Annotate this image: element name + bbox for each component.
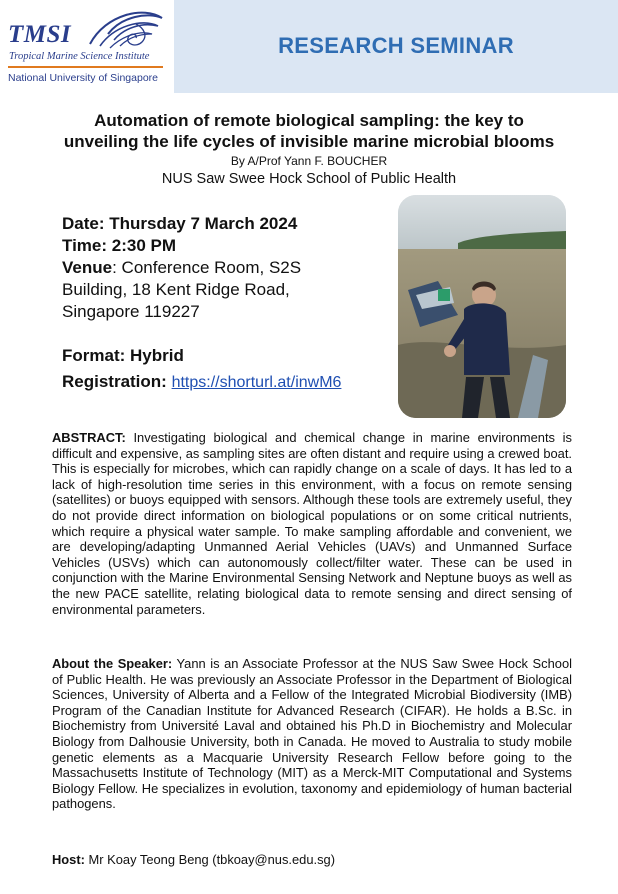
venue-row: [62, 257, 392, 279]
time-label: Time:: [62, 236, 108, 255]
host-label: Host:: [52, 852, 85, 867]
speaker-byline: By A/Prof Yann F. BOUCHER: [230, 154, 388, 168]
logo-divider: [8, 66, 163, 68]
venue-label: Venue: [62, 258, 113, 277]
abstract-label: ABSTRACT:: [52, 430, 126, 445]
venue-line-3: Singapore 119227: [62, 302, 200, 321]
abstract-section: [52, 430, 572, 617]
host-row: [52, 852, 335, 867]
about-speaker-label: About the Speaker:: [52, 656, 173, 671]
banner-title: RESEARCH SEMINAR: [278, 33, 514, 58]
speaker-affiliation: NUS Saw Swee Hock School of Public Health: [161, 171, 457, 187]
date-label: Date:: [62, 214, 105, 233]
format-row: [62, 346, 184, 366]
logo-university-name: National University of Singapore: [8, 72, 158, 84]
venue-line-2: Building, 18 Kent Ridge Road,: [62, 280, 290, 299]
registration-link[interactable]: https://shorturl.at/inwM6: [171, 374, 342, 391]
shell-swirl-icon: [86, 4, 168, 56]
abstract-text: Investigating biological and chemical change in marine environments is difficult and expensive, as sampling sites are often distant and require using a crewed boat. This is especially for microbes, which can rapidly change on a scale of days. It has led to a lack of high-resolution time series in this environment, with a focus on remote sensing (satellites) or buoys equipped with sensors. Although these tools are extremely useful, they do not provide direct information on biological populations or on some critical nutrients, which require a physical water sample. To make sampling affordable and convenient, we are developing/adapting Unmanned Aerial Vehicles (UAVs) and Unmanned Surface Vehicles (USVs) which can autonomously collect/filter water. These can be used in conjunction with the Marine Environmental Sensing Network and Neptune buoys as well as the new PACE satellite, relating biological data to remote sensing and direct sensing of environmental parameters.: [52, 430, 572, 617]
about-speaker-section: [52, 656, 572, 812]
registration-row: [62, 372, 341, 392]
about-speaker-text: Yann is an Associate Professor at the NUS Saw Swee Hock School of Public Health. He was previously an Associate Professor in the Department of Biological Sciences, University of Alberta and a Fellow of the Integrated Microbial Biodiversity (IMB) Program of the Canadian Institute for Advanced Research (CIFAR). He holds a B.Sc. in Biochemistry from Université Laval and obtained his Ph.D in Biochemistry and Molecular Biology from Dalhousie University, both in Canada. He moved to Australia to study mobile genetic elements as a Macquarie University Research Fellow before going to the Massachusetts Institute of Technology (MIT) as a Merck-MIT Computational and Systems Biology Fellow. He specializes in evolution, taxonomy and epidemiology of human bacterial pathogens.: [52, 656, 572, 812]
seminar-title-line-2: unveiling the life cycles of invisible marine microbial blooms: [63, 132, 555, 151]
tmsi-logo: [0, 0, 174, 93]
format-value: Hybrid: [130, 346, 184, 365]
registration-label: Registration:: [62, 372, 167, 391]
date-row: [62, 213, 392, 235]
date-value: Thursday 7 March 2024: [109, 214, 298, 233]
format-label: Format:: [62, 346, 126, 365]
header-banner: [0, 0, 618, 93]
logo-institute-name: Tropical Marine Science Institute: [9, 51, 150, 62]
time-row: [62, 235, 392, 257]
seminar-title: [0, 110, 618, 152]
venue-line-1: : Conference Room, S2S: [112, 258, 302, 277]
time-value: 2:30 PM: [111, 236, 177, 255]
seminar-title-line-1: Automation of remote biological sampling: the key to: [94, 111, 524, 130]
speaker-photo-image: [398, 195, 566, 418]
speaker-photo: [398, 195, 566, 418]
host-value: Mr Koay Teong Beng (tbkoay@nus.edu.sg): [88, 852, 335, 867]
event-details: [62, 213, 392, 323]
logo-acronym: TMSI: [8, 21, 72, 48]
